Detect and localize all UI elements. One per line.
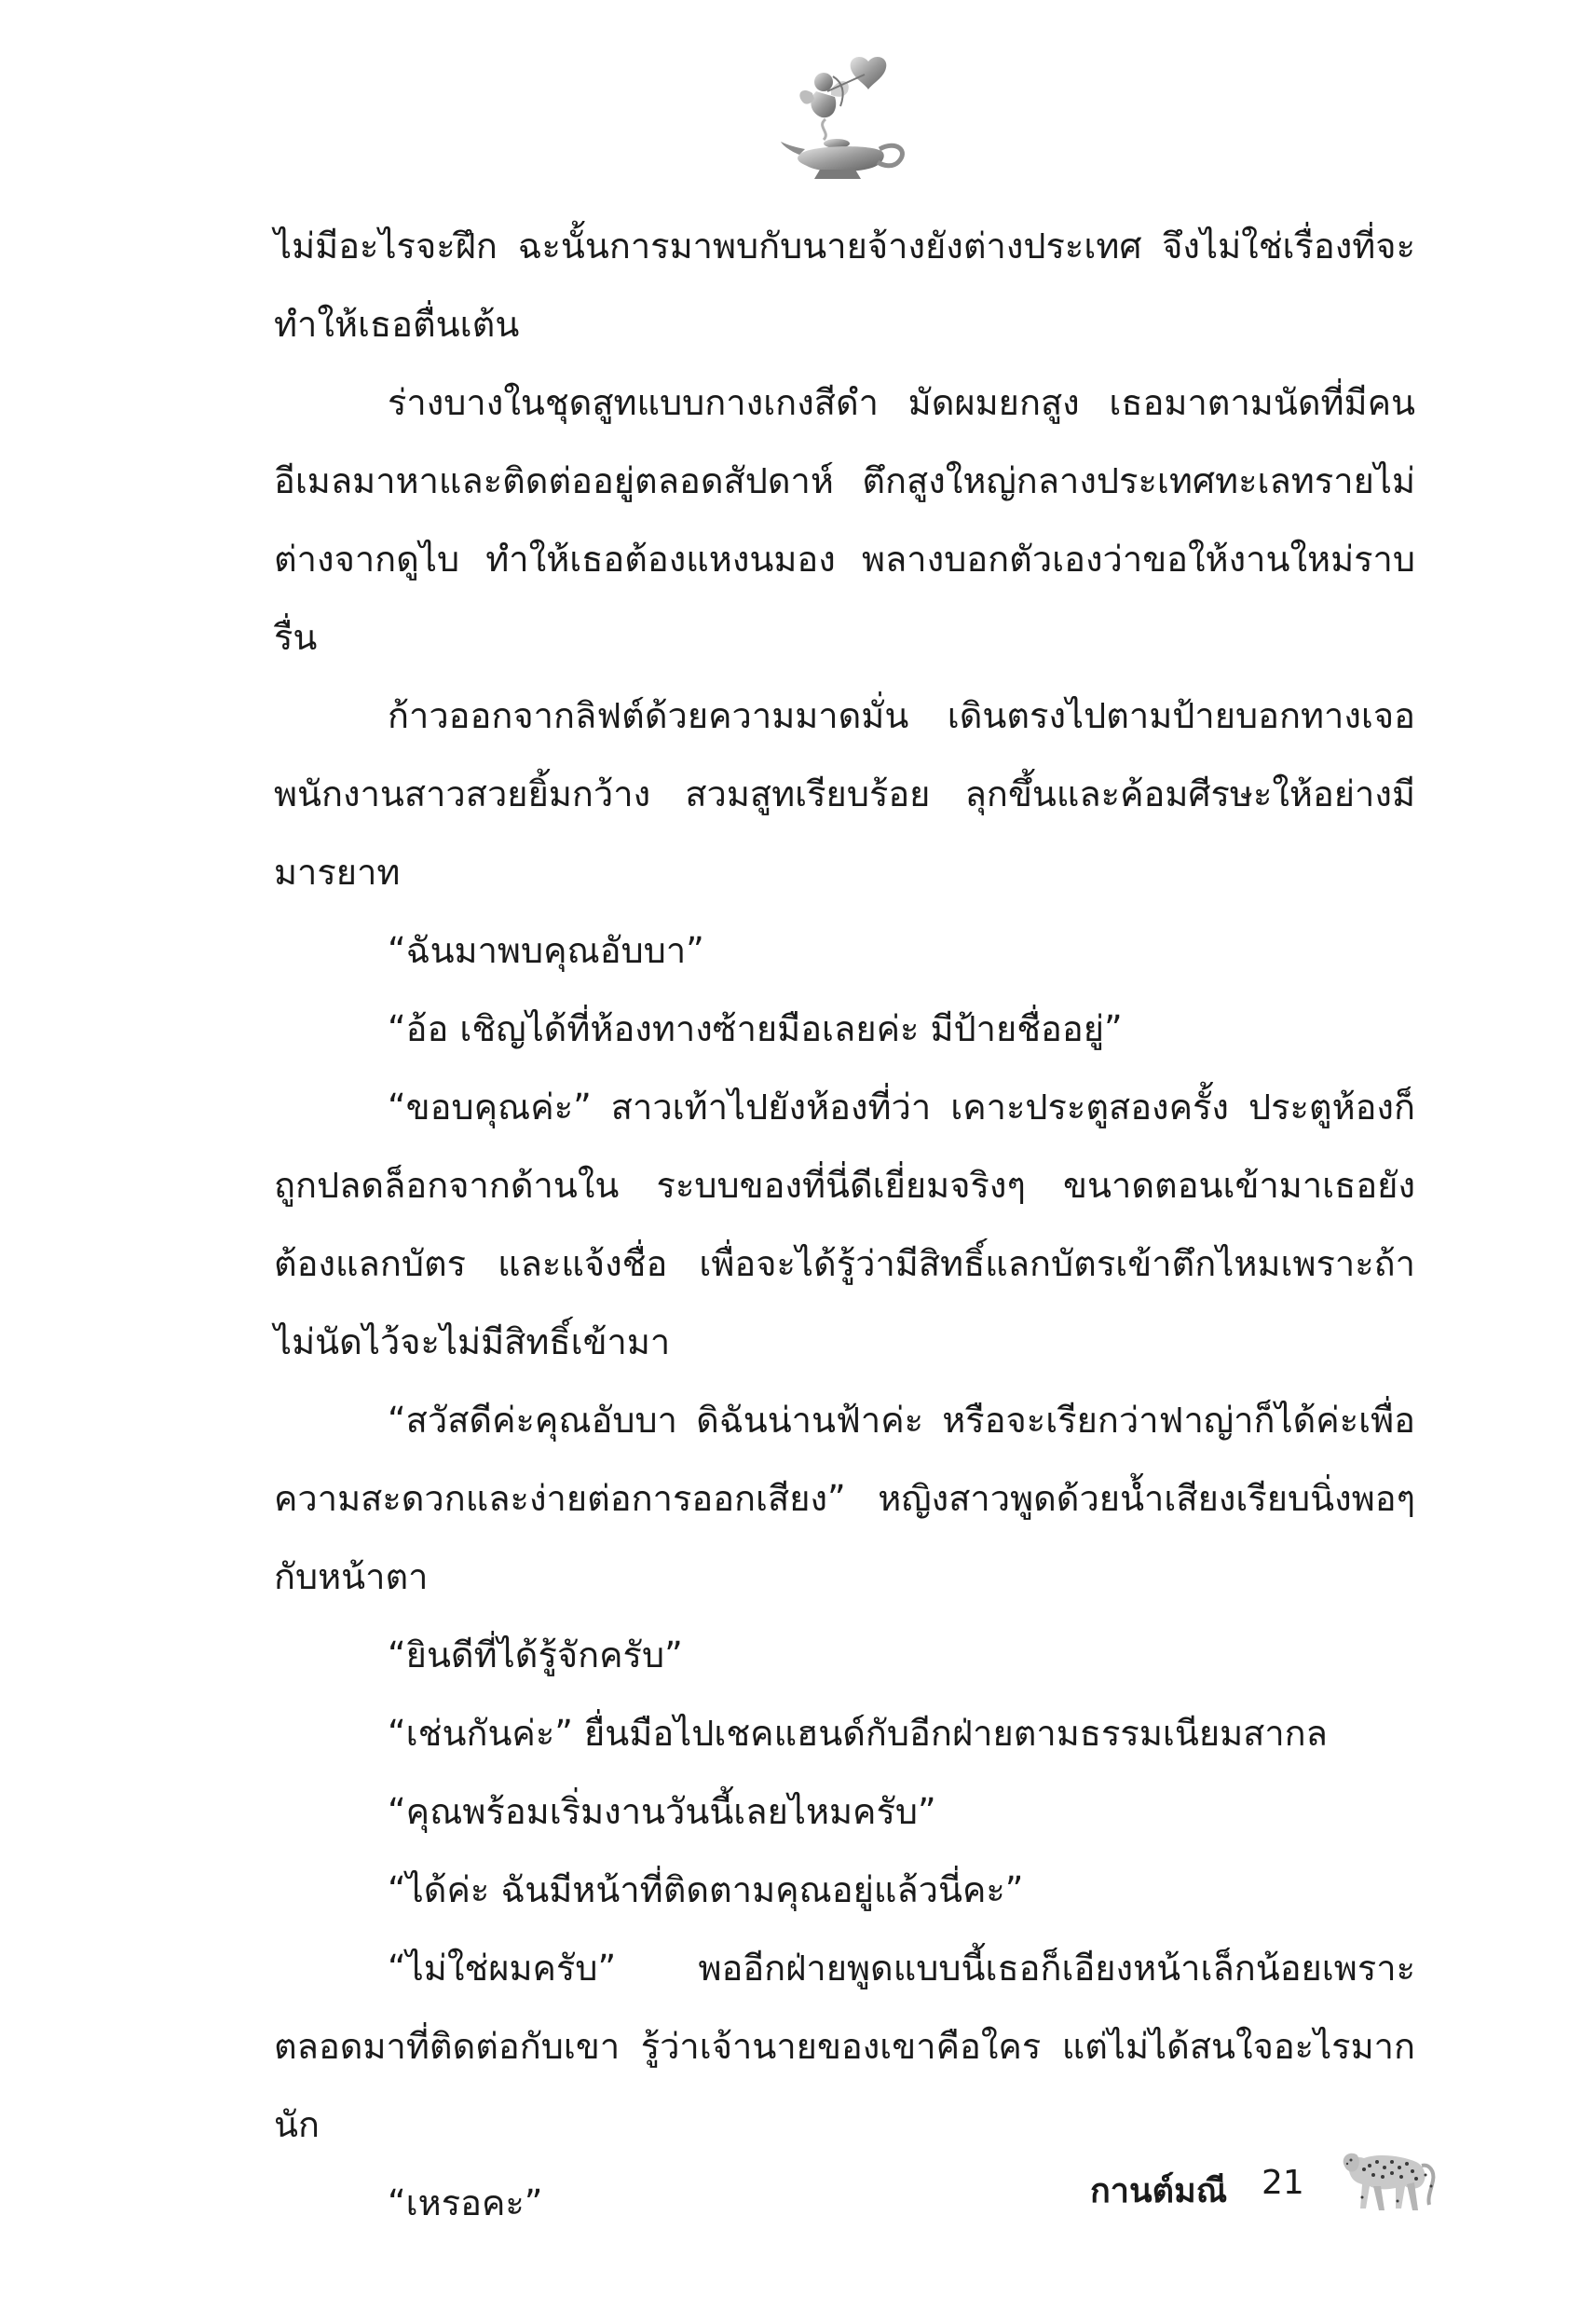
paragraph: “สวัสดีค่ะคุณอับบา ดิฉันน่านฟ้าค่ะ หรือจะเรียกว่าฟาญ่าก็ได้ค่ะเพื่อความสะดวกและง่ายต่อการออกเสียง” หญิงสาวพูดด้วยน้ำเสียงเรียบนิ่งพอๆ กับหน้าตา xyxy=(274,1400,1415,1597)
dialogue-line: “เช่นกันค่ะ” ยื่นมือไปเชคแฮนด์กับอีกฝ่ายตามธรรมเนียมสากล xyxy=(388,1713,1328,1754)
cheetah-icon xyxy=(1336,2143,1439,2218)
book-title: กานต์มณี xyxy=(1090,2172,1228,2210)
dialogue-line: “ฉันมาพบคุณอับบา” xyxy=(388,930,704,971)
paragraph: “ไม่ใช่ผมครับ” พออีกฝ่ายพูดแบบนี้เธอก็เอียงหน้าเล็กน้อยเพราะตลอดมาที่ติดต่อกับเขา รู้ว่าเจ้านายของเขาคือใคร แต่ไม่ได้สนใจอะไรมากนัก xyxy=(274,1948,1415,2145)
dialogue-line: “เหรอคะ” xyxy=(388,2182,543,2223)
paragraph: ร่างบางในชุดสูทแบบกางเกงสีดำ มัดผมยกสูง เธอมาตามนัดที่มีคนอีเมลมาหาและติดต่ออยู่ตลอดสัปดาห์ ตึกสูงใหญ่กลางประเทศทะเลทรายไม่ต่างจากดูไบ ทำให้เธอต้องแหงนมอง พลางบอกตัวเองว่าขอให้งานใหม่ราบรื่น xyxy=(274,382,1415,658)
paragraph: ก้าวออกจากลิฟต์ด้วยความมาดมั่น เดินตรงไปตามป้ายบอกทางเจอพนักงานสาวสวยยิ้มกว้าง สวมสูทเรียบร้อย ลุกขึ้นและค้อมศีรษะให้อย่างมีมารยาท xyxy=(274,695,1415,893)
paragraph: “ขอบคุณค่ะ” สาวเท้าไปยังห้องที่ว่า เคาะประตูสองครั้ง ประตูห้องก็ถูกปลดล็อกจากด้านใน ระบบของที่นี่ดีเยี่ยมจริงๆ ขนาดตอนเข้ามาเธอยังต้องแลกบัตร และแจ้งชื่อ เพื่อจะได้รู้ว่ามีสิทธิ์แลกบัตรเข้าตึกไหมเพราะถ้าไม่นัดไว้จะไม่มีสิทธิ์เข้ามา xyxy=(274,1087,1415,1362)
dialogue-line: “ได้ค่ะ ฉันมีหน้าที่ติดตามคุณอยู่แล้วนี่คะ” xyxy=(388,1869,1024,1910)
dialogue-line: “อ้อ เชิญได้ที่ห้องทางซ้ายมือเลยค่ะ มีป้ายชื่ออยู่” xyxy=(388,1008,1123,1049)
body-text xyxy=(274,207,1415,2242)
genie-lamp-with-cupid-icon xyxy=(779,48,919,188)
dialogue-line: “ยินดีที่ได้รู้จักครับ” xyxy=(388,1634,683,1675)
page-number: 21 xyxy=(1262,2164,1304,2202)
paragraph: ไม่มีอะไรจะฝึก ฉะนั้นการมาพบกับนายจ้างยังต่างประเทศ จึงไม่ใช่เรื่องที่จะทำให้เธอตื่นเต้น xyxy=(274,226,1415,345)
dialogue-line: “คุณพร้อมเริ่มงานวันนี้เลยไหมครับ” xyxy=(388,1791,936,1832)
page-footer xyxy=(1090,2143,1463,2227)
